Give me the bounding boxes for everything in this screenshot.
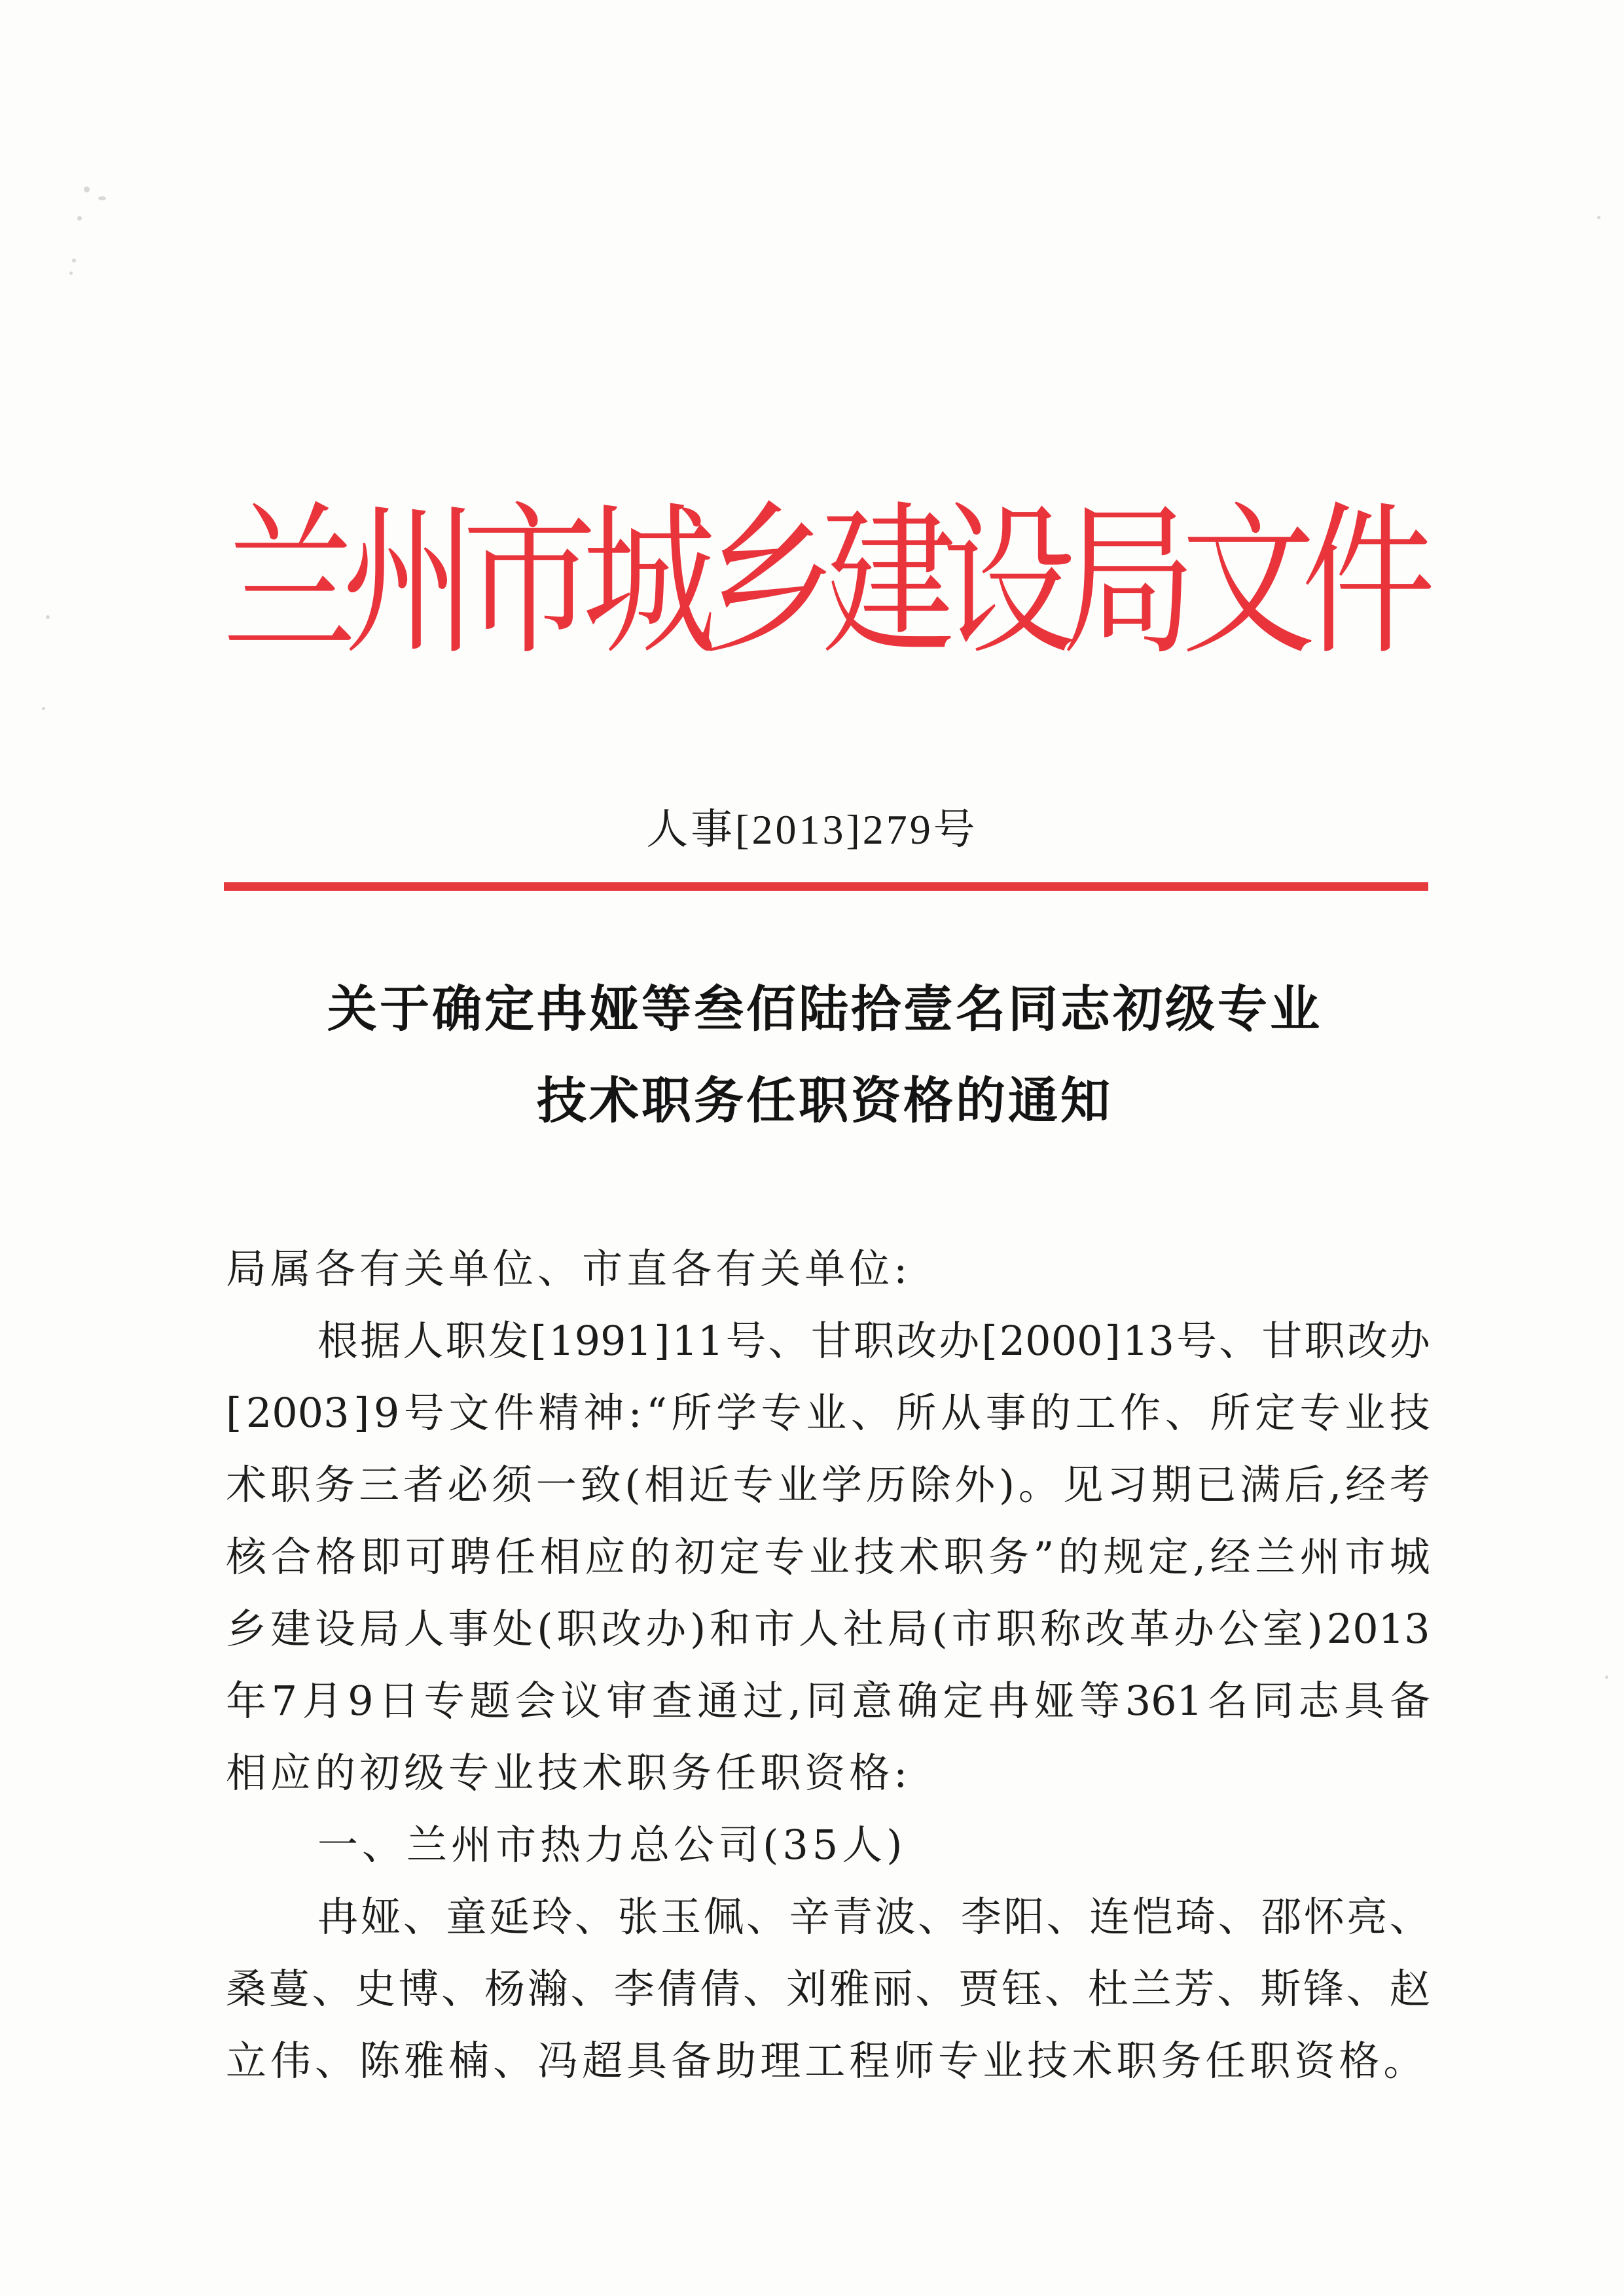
masthead-char: 设 xyxy=(941,487,1076,678)
name-list-line: 冉 娅 、 童 延 玲 、 张 玉 佩 、 辛 青 波 、 李 阳 、 连 恺 琦 、 邵 怀 亮 、 xyxy=(317,1893,1430,1941)
salutation: 局 属 各 有 关 单 位 、 市 直 各 有 关 单 位 : xyxy=(226,1245,912,1293)
name-list-line: 桑 蔓 、 史 博 、 杨 瀚 、 李 倩 倩 、 刘 雅 丽 、 贾 钰 、 杜 兰 芳 、 斯 锋 、 赵 xyxy=(226,1965,1430,2013)
paragraph-line: 年 7 月 9 日 专 题 会 议 审 查 通 过 , 同 意 确 定 冉 娅 等 361 名 同 志 具 备 xyxy=(226,1677,1430,1725)
masthead-char: 城 xyxy=(582,487,717,678)
paragraph-line: 相 应 的 初 级 专 业 技 术 职 务 任 职 资 格 : xyxy=(226,1749,912,1797)
masthead-char: 建 xyxy=(821,487,956,678)
masthead-char: 市 xyxy=(462,487,597,678)
paragraph-line: 乡 建 设 局 人 事 处 ( 职 改 办 ) 和 市 人 社 局 ( 市 职 称 改 革 办 公 室 ) 2013 xyxy=(226,1605,1430,1653)
paragraph-line: [ 2003 ] 9 号 文 件 精 神 : “ 所 学 专 业 、 所 从 事 的 工 作 、 所 定 专 业 技 xyxy=(226,1389,1430,1437)
section-heading: 一 、 兰 州 市 热 力 总 公 司 ( 35 人 ) xyxy=(317,1821,907,1869)
notice-title-line-2: 技术职务任职资格的通知 xyxy=(537,1071,1113,1130)
masthead-char: 文 xyxy=(1181,487,1316,678)
masthead-char: 件 xyxy=(1301,487,1435,678)
masthead-char: 州 xyxy=(342,487,477,678)
paragraph-line: 术 职 务 三 者 必 须 一 致 ( 相 近 专 业 学 历 除 外 ) 。 见 习 期 已 满 后 , 经 考 xyxy=(226,1461,1430,1509)
red-separator-rule xyxy=(224,882,1428,891)
paragraph-line: 根 据 人 职 发 [ 1991 ] 11 号 、 甘 职 改 办 [ 2000 ] 13 号 、 甘 职 改 办 xyxy=(317,1317,1430,1365)
masthead-title xyxy=(223,487,1435,678)
masthead-char: 局 xyxy=(1061,487,1196,678)
name-list-line: 立 伟 、 陈 雅 楠 、 冯 超 具 备 助 理 工 程 师 专 业 技 术 职 务 任 职 资 格 。 xyxy=(226,2037,1428,2085)
masthead-char: 乡 xyxy=(702,487,837,678)
notice-title-line-1: 关于确定冉娅等叁佰陆拾壹名同志初级专业 xyxy=(327,980,1322,1038)
paragraph-line: 核 合 格 即 可 聘 任 相 应 的 初 定 专 业 技 术 职 务 ” 的 规 定 , 经 兰 州 市 城 xyxy=(226,1533,1430,1581)
document-number: 人事[2013]279号 xyxy=(646,806,978,853)
masthead-char: 兰 xyxy=(223,487,357,678)
